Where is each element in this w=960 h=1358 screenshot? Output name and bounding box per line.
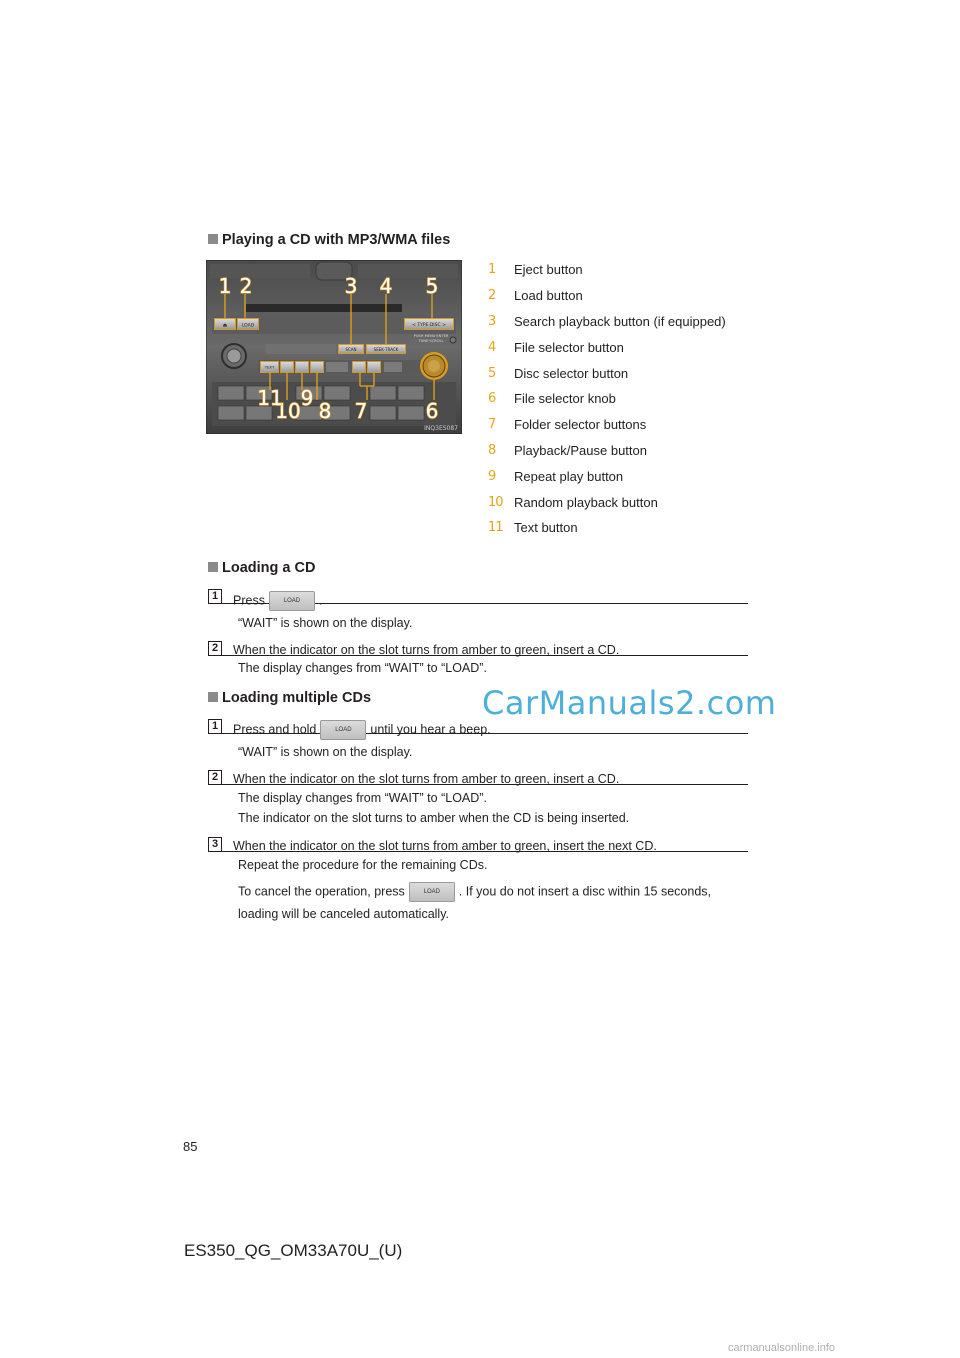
- section-heading-loading-cd: Loading a CD: [208, 560, 315, 576]
- step-subtext: “WAIT” is shown on the display.: [238, 745, 413, 759]
- callout-11: 11: [257, 386, 283, 410]
- step-text: When the indicator on the slot turns from amber to green, insert a CD.: [233, 643, 620, 657]
- step-text: Press LOAD .: [233, 591, 322, 611]
- footer-url: carmanualsonline.info: [728, 1342, 836, 1354]
- step-number: 1: [208, 589, 222, 604]
- legend-number: 6: [488, 391, 496, 406]
- legend-label: Playback/Pause button: [514, 443, 647, 458]
- step-subtext: The indicator on the slot turns to amber when the CD is being inserted.: [238, 811, 630, 825]
- legend-label: Random playback button: [514, 495, 658, 510]
- audio-panel-figure: [206, 260, 462, 434]
- legend-number: 8: [488, 443, 496, 458]
- legend-number: 11: [488, 520, 503, 535]
- legend-number: 3: [488, 314, 496, 329]
- callout-7: 7: [354, 399, 368, 423]
- legend-number: 7: [488, 417, 496, 432]
- step-number: 3: [208, 837, 222, 852]
- legend-label: Load button: [514, 288, 583, 303]
- legend-number: 9: [488, 469, 496, 484]
- heading-square-icon: [208, 234, 218, 244]
- callout-4: 4: [379, 274, 393, 298]
- load-button-icon: LOAD: [320, 720, 366, 740]
- watermark-text: CarManuals2.com: [482, 684, 777, 722]
- figure-code: INQ3ES087: [424, 425, 458, 432]
- legend-label: File selector button: [514, 340, 624, 355]
- legend-number: 10: [488, 495, 503, 510]
- callout-9: 9: [300, 386, 314, 410]
- callout-10: 10: [275, 399, 301, 423]
- legend-label: Repeat play button: [514, 469, 624, 484]
- section-heading-mp3: Playing a CD with MP3/WMA files: [208, 232, 450, 248]
- text-label: TEXT: [264, 364, 275, 370]
- legend-label: File selector knob: [514, 391, 616, 406]
- menu-enter-label: PUSH MENU·ENTER: [413, 334, 449, 338]
- legend-label: Eject button: [514, 262, 583, 277]
- seek-track-label: SEEK·TRACK: [373, 347, 399, 352]
- legend-number: 1: [488, 262, 496, 277]
- scan-label: SCAN: [345, 347, 357, 352]
- page-number: 85: [183, 1139, 198, 1154]
- document-code: ES350_QG_OM33A70U_(U): [184, 1241, 403, 1260]
- cancel-note: To cancel the operation, press LOAD . If you do not insert a disc within 15 seconds,: [238, 882, 711, 902]
- callout-8: 8: [318, 399, 332, 423]
- load-label: LOAD: [241, 323, 255, 329]
- legend-label: Folder selector buttons: [514, 417, 647, 432]
- legend-label: Disc selector button: [514, 366, 629, 381]
- step-text: When the indicator on the slot turns from amber to green, insert a CD.: [233, 772, 620, 786]
- legend-label: Text button: [514, 520, 578, 535]
- step-number: 2: [208, 641, 222, 656]
- callout-6: 6: [425, 399, 439, 423]
- heading-square-icon: [208, 562, 218, 572]
- step-number: 2: [208, 770, 222, 785]
- legend-label: Search playback button (if equipped): [514, 314, 726, 329]
- eject-label: ⏏: [222, 322, 228, 329]
- legend-number: 4: [488, 340, 496, 355]
- legend-number: 5: [488, 366, 496, 381]
- heading-square-icon: [208, 692, 218, 702]
- audio-panel-illustration: [206, 260, 462, 434]
- cancel-note-line2: loading will be canceled automatically.: [238, 907, 449, 921]
- load-button-icon: LOAD: [409, 882, 455, 902]
- section-heading-loading-multiple: Loading multiple CDs: [208, 690, 371, 706]
- step-subtext: “WAIT” is shown on the display.: [238, 616, 413, 630]
- tune-scroll-label: TUNE·SCROLL: [418, 339, 444, 343]
- load-button-icon: LOAD: [269, 591, 315, 611]
- step-subtext: The display changes from “WAIT” to “LOAD”.: [238, 661, 487, 675]
- type-disc-label: < TYPE·DISC >: [412, 323, 446, 328]
- callout-5: 5: [425, 274, 439, 298]
- step-text: When the indicator on the slot turns from amber to green, insert the next CD.: [233, 839, 657, 853]
- callout-2: 2: [239, 274, 253, 298]
- step-number: 1: [208, 719, 222, 734]
- step-subtext: Repeat the procedure for the remaining CDs.: [238, 858, 488, 872]
- step-subtext: The display changes from “WAIT” to “LOAD”.: [238, 791, 487, 805]
- step-text: Press and hold LOAD until you hear a beep.: [233, 720, 491, 740]
- legend-number: 2: [488, 288, 496, 303]
- callout-1: 1: [218, 274, 232, 298]
- callout-3: 3: [344, 274, 358, 298]
